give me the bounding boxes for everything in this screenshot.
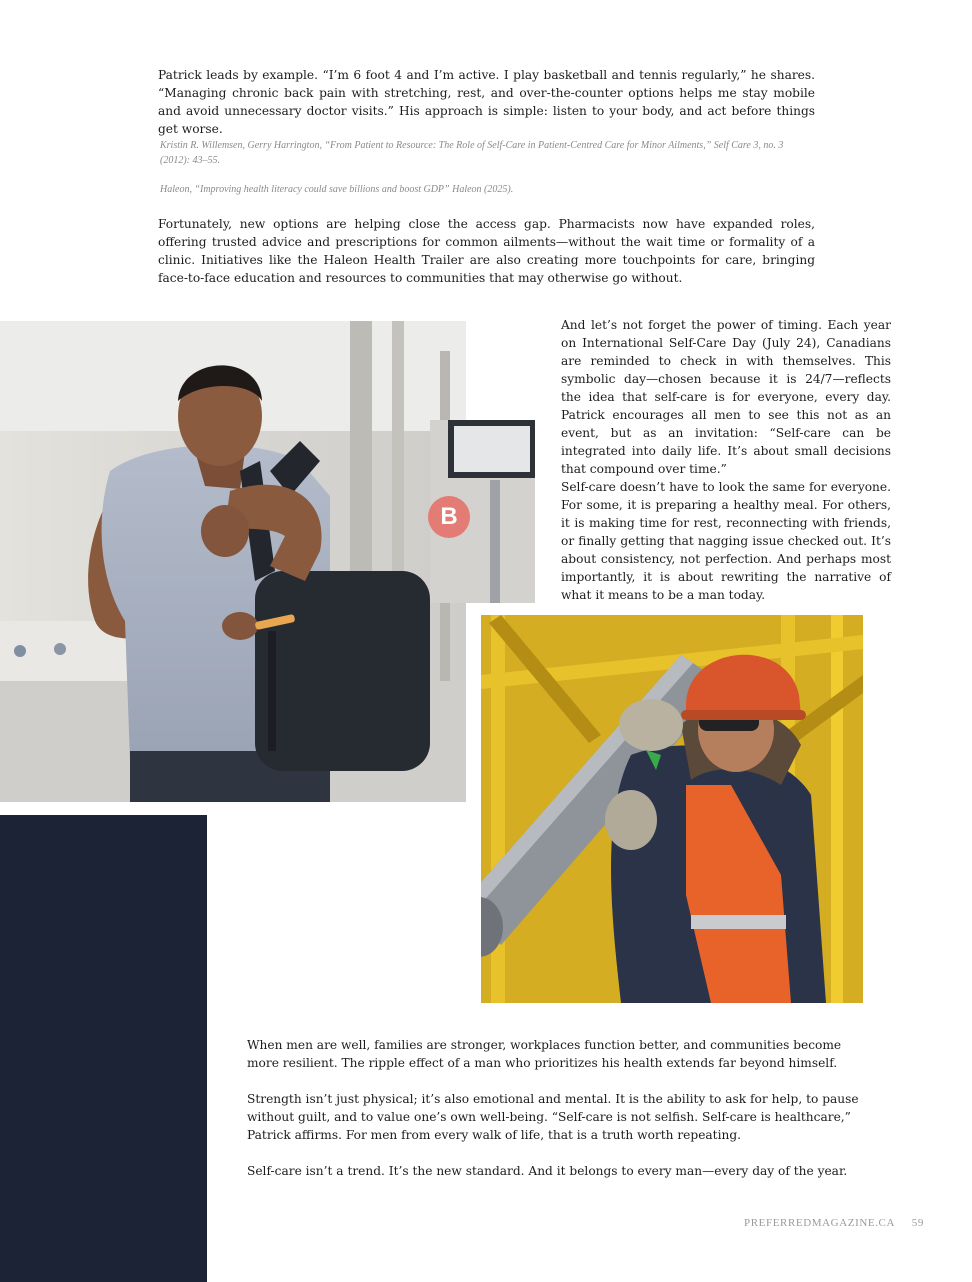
self-care-day-paragraph: And let’s not forget the power of timing. Each year on International Self-Care Day (July 24), Canadians are reminded to check in with themselves. This symbolic day—chosen because it is 24/7—reflects the idea that self-care is for everyone, every day. Patrick encourages all men to see this not as an event, but as an invitation: “Self-care can be integrated into daily life. It’s about small decisions that compound over time.” xyxy=(561,318,891,476)
ripple-effect-paragraph: When men are well, families are stronger, workplaces function better, and communities become more resilient. The ripple effect of a man who prioritizes his health extends far beyond himself. xyxy=(247,1038,842,1070)
strength-paragraph: Strength isn’t just physical; it’s also emotional and mental. It is the ability to ask for help, to pause without guilt, and to value one’s own well-being. “Self-care is not selfish. Self-care is healthcare,” Patrick affirms. For men from every walk of life, that is a truth worth repeating. xyxy=(247,1092,859,1142)
footnote-willemsen: Kristin R. Willemsen, Gerry Harrington, “From Patient to Resource: The Role of Self-Care in Patient-Centred Care for Minor Ailments,” Self Care 3, no. 3 (2012): 43–55. xyxy=(160,140,784,166)
intro-paragraph: Patrick leads by example. “I’m 6 foot 4 and I’m active. I play basketball and tennis regularly,” he shares. “Managing chronic back pain with stretching, rest, and over-the-counter options helps me stay mobile and avoid unnecessary doctor visits.” His approach is simple: listen to your body, and act before things get worse. xyxy=(158,68,815,136)
navy-color-block xyxy=(0,815,207,1282)
construction-worker-photo xyxy=(481,615,863,1003)
page-footer xyxy=(744,1217,924,1229)
backpack-man-photo-main xyxy=(0,321,466,802)
self-care-varies-paragraph: Self-care doesn’t have to look the same for everyone. For some, it is preparing a healthy meal. For others, it is making time for rest, reconnecting with friends, or finally getting that nagging issue checked out. It’s about consistency, not perfection. And perhaps most importantly, it is about rewriting the narrative of what it means to be a man today. xyxy=(561,480,891,602)
footer-site[interactable]: PREFERREDMAGAZINE.CA xyxy=(744,1217,895,1229)
page-number: 59 xyxy=(911,1217,924,1229)
station-sign-b: B xyxy=(428,496,470,538)
access-gap-paragraph: Fortunately, new options are helping close the access gap. Pharmacists now have expanded roles, offering trusted advice and prescriptions for common ailments—without the wait time or formality of a clinic. Initiatives like the Haleon Health Trailer are also creating more touchpoints for care, bringing face-to-face education and resources to communities that may otherwise go without. xyxy=(158,217,815,285)
footnote-haleon: Haleon, “Improving health literacy could save billions and boost GDP” Haleon (2025). xyxy=(160,184,514,195)
new-standard-paragraph: Self-care isn’t a trend. It’s the new standard. And it belongs to every man—every day of the year. xyxy=(247,1164,848,1178)
